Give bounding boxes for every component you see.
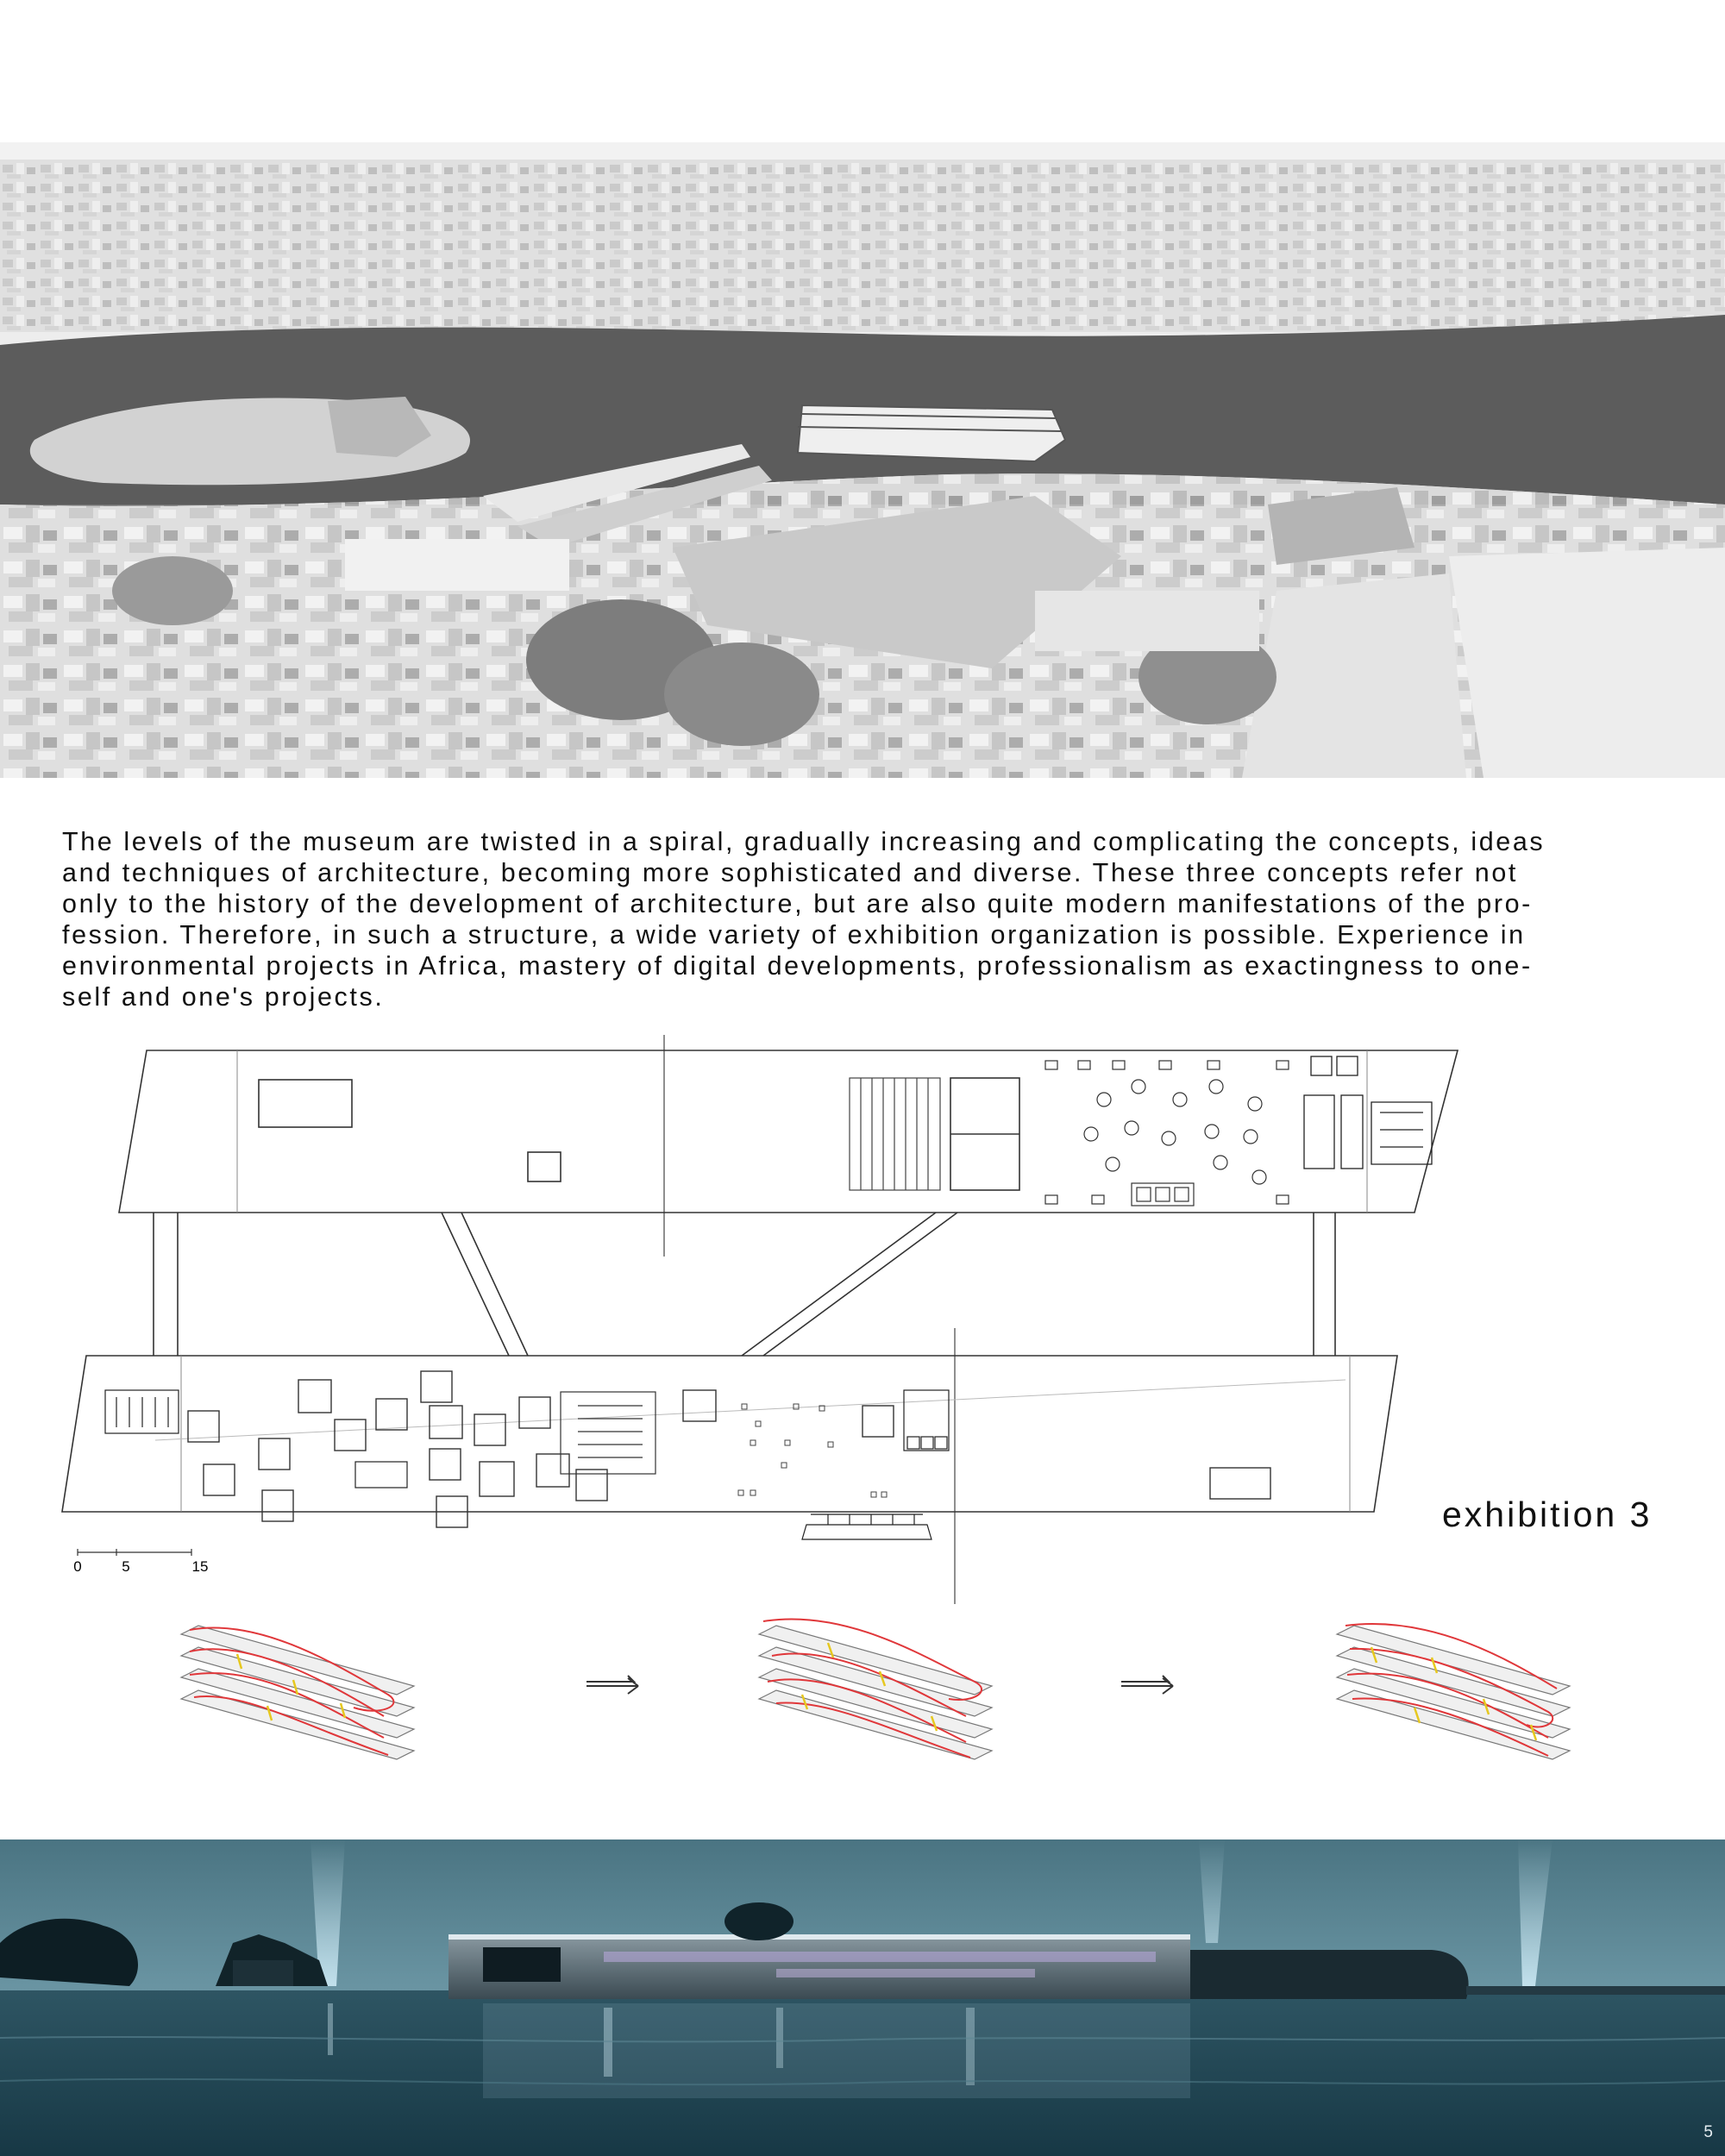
scale-label-15: 15 [191,1558,209,1575]
arrow-right-icon [1121,1676,1173,1694]
spiral-diagram-2 [759,1619,992,1759]
lower-level-outline [62,1356,1397,1512]
upper-level-outline [119,1050,1458,1213]
spiral-diagram-1 [181,1626,414,1759]
spiral-diagram-3 [1337,1624,1570,1759]
scale-label-0: 0 [73,1558,82,1575]
project-description: The levels of the museum are twisted in a spiral, gradually increasing and complicating the concepts, ideas and techniques of architecture, becoming more sophisticated and diverse. These three concepts refer not only to the history of the development of architecture, but are also quite modern manifestations of the pro- fession. Therefore, in such a structure, a wide variety of exhibition organization is possible. Experience in environmental projects in Africa, mastery of digital developments, professionalism as exactingness to one- self and one's projects. [62,827,1546,1012]
aerial-site-photo [0,142,1725,778]
spiral-circulation-diagrams [155,1595,1578,1768]
night-rendering [0,1839,1725,2156]
page-number: 5 [1703,2123,1713,2141]
arrow-right-icon [586,1676,638,1694]
exhibition-label: exhibition 3 [1442,1495,1653,1534]
scale-label-5: 5 [122,1558,130,1575]
